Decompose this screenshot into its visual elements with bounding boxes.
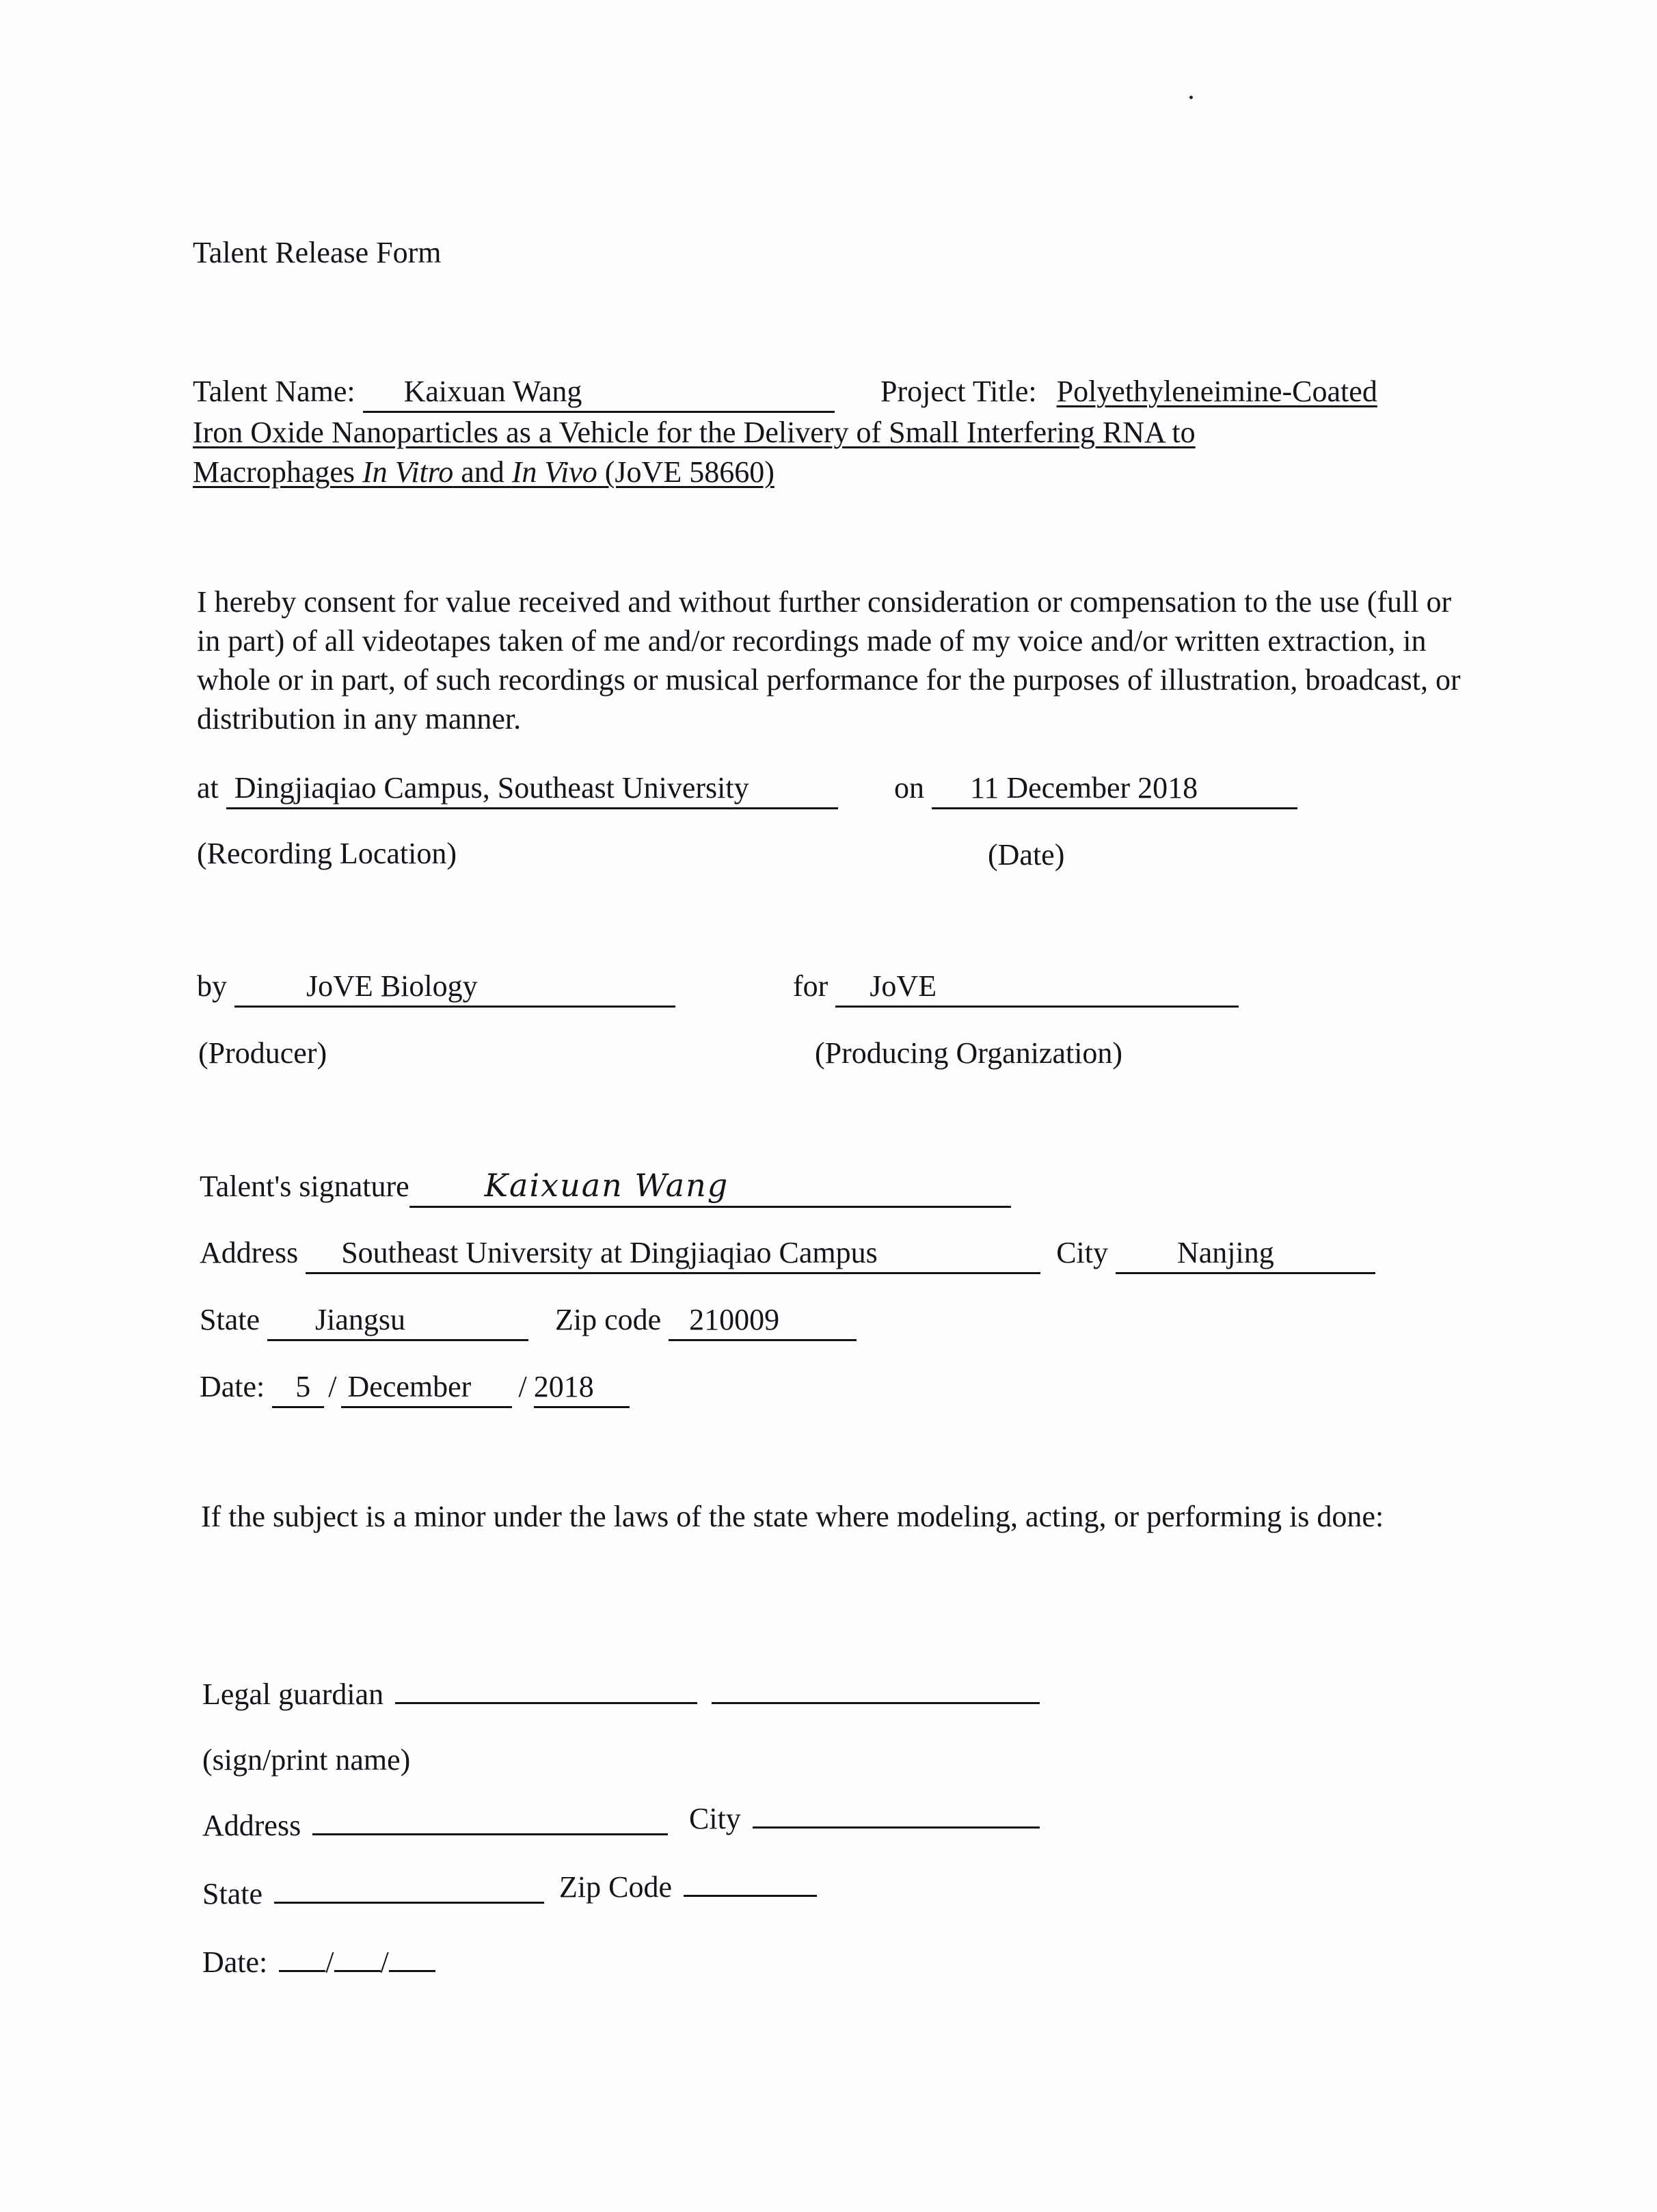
signature-row	[200, 1168, 1011, 1208]
speck-mark	[1189, 96, 1193, 99]
city-value: Nanjing	[1177, 1236, 1274, 1269]
signature-label: Talent's signature	[200, 1170, 409, 1203]
date-field[interactable]	[932, 771, 1297, 809]
address-label: Address	[200, 1236, 299, 1269]
guardian-date-year-field[interactable]	[389, 1969, 435, 1972]
guardian-address-field[interactable]	[312, 1833, 668, 1835]
address-field[interactable]	[306, 1236, 1040, 1274]
signature-value: Kaixuan Wang	[484, 1167, 729, 1204]
guardian-address-row	[202, 1809, 668, 1844]
address-row	[200, 1236, 1375, 1274]
guardian-caption: (sign/print name)	[202, 1743, 411, 1777]
signature-field[interactable]	[409, 1168, 1011, 1208]
producer-row	[197, 969, 675, 1008]
project-title-italic: In Vitro	[362, 455, 454, 489]
state-label: State	[200, 1303, 260, 1336]
signed-date-month-field[interactable]	[341, 1370, 512, 1408]
organization-caption: (Producing Organization)	[815, 1036, 1123, 1070]
guardian-zip-label: Zip Code	[559, 1870, 672, 1904]
zip-field[interactable]	[669, 1303, 857, 1341]
date-separator: /	[328, 1370, 337, 1403]
date-prefix: on	[894, 771, 924, 805]
guardian-zip-field[interactable]	[684, 1894, 817, 1897]
project-title-text: (JoVE 58660)	[597, 455, 774, 489]
organization-field[interactable]	[835, 969, 1239, 1008]
project-title-value-line3[interactable]	[193, 455, 774, 490]
project-title-text: and	[453, 455, 512, 489]
project-title-text: Macrophages	[193, 455, 363, 489]
signed-date-month: December	[347, 1370, 472, 1403]
location-prefix: at	[197, 771, 219, 805]
consent-paragraph: I hereby consent for value received and without further consideration or compensation to the use (full or in part) of all videotapes taken of me and/or recordings made of my voice and/or written extraction, in whole or in part, of such recordings or musical performance for the purposes of illustration, broadcast, or distribution in any manner.	[197, 585, 1461, 736]
talent-name-field[interactable]	[363, 375, 835, 413]
zip-label: Zip code	[554, 1303, 662, 1336]
guardian-date-row	[202, 1945, 435, 1980]
date-separator: /	[380, 1945, 389, 1979]
guardian-state-row	[202, 1877, 544, 1912]
signed-date-label: Date:	[200, 1370, 265, 1403]
state-value: Jiangsu	[314, 1303, 405, 1336]
organization-row	[793, 969, 1239, 1008]
guardian-city-row	[689, 1802, 1040, 1837]
guardian-date-label: Date:	[202, 1945, 268, 1979]
guardian-sign-field[interactable]	[395, 1701, 697, 1704]
producer-caption: (Producer)	[198, 1036, 327, 1070]
address-value: Southeast University at Dingjiaqiao Campus	[341, 1236, 878, 1269]
guardian-state-label: State	[202, 1877, 262, 1911]
producer-field[interactable]	[234, 969, 675, 1008]
project-title-label: Project Title:	[880, 375, 1037, 408]
location-value: Dingjiaqiao Campus, Southeast University	[234, 771, 749, 805]
date-separator: /	[325, 1945, 334, 1979]
project-title-value-line1[interactable]: Polyethyleneimine-Coated	[1056, 375, 1377, 408]
project-title-italic: In Vivo	[511, 455, 597, 489]
guardian-zip-row	[559, 1870, 817, 1905]
date-row	[894, 771, 1297, 809]
guardian-address-label: Address	[202, 1809, 301, 1842]
guardian-print-field[interactable]	[712, 1701, 1040, 1704]
location-row	[197, 771, 838, 809]
minor-paragraph: If the subject is a minor under the laws of the state where modeling, acting, or performing is done:	[201, 1500, 1384, 1533]
date-value: 11 December 2018	[970, 771, 1198, 805]
guardian-date-day-field[interactable]	[279, 1969, 325, 1972]
talent-name-label: Talent Name:	[193, 375, 355, 408]
talent-name-row	[193, 375, 835, 413]
zip-value: 210009	[689, 1303, 780, 1336]
city-label: City	[1056, 1236, 1108, 1269]
producer-prefix: by	[197, 969, 227, 1003]
project-title-row	[880, 375, 1377, 409]
signed-date-day: 5	[295, 1370, 311, 1403]
signed-date-year-field[interactable]	[534, 1370, 630, 1408]
date-separator: /	[518, 1370, 527, 1403]
guardian-label: Legal guardian	[202, 1677, 384, 1711]
producer-value: JoVE Biology	[306, 969, 478, 1003]
state-zip-row	[200, 1303, 857, 1341]
form-title: Talent Release Form	[193, 236, 442, 269]
talent-name-value: Kaixuan Wang	[403, 375, 582, 408]
signed-date-year: 2018	[533, 1370, 594, 1403]
date-caption: (Date)	[988, 838, 1065, 872]
organization-prefix: for	[793, 969, 828, 1003]
guardian-city-field[interactable]	[753, 1826, 1040, 1829]
guardian-city-label: City	[689, 1802, 741, 1835]
city-field[interactable]	[1116, 1236, 1375, 1274]
guardian-date-month-field[interactable]	[334, 1969, 381, 1972]
project-title-value-line2[interactable]: Iron Oxide Nanoparticles as a Vehicle for the Delivery of Small Interfering RNA to	[193, 416, 1196, 449]
location-field[interactable]	[226, 771, 838, 809]
guardian-state-field[interactable]	[274, 1901, 544, 1904]
guardian-row	[202, 1677, 1040, 1712]
signed-date-day-field[interactable]	[272, 1370, 324, 1408]
state-field[interactable]	[267, 1303, 528, 1341]
signed-date-row	[200, 1370, 630, 1408]
organization-value: JoVE	[870, 969, 937, 1003]
location-caption: (Recording Location)	[197, 837, 457, 870]
